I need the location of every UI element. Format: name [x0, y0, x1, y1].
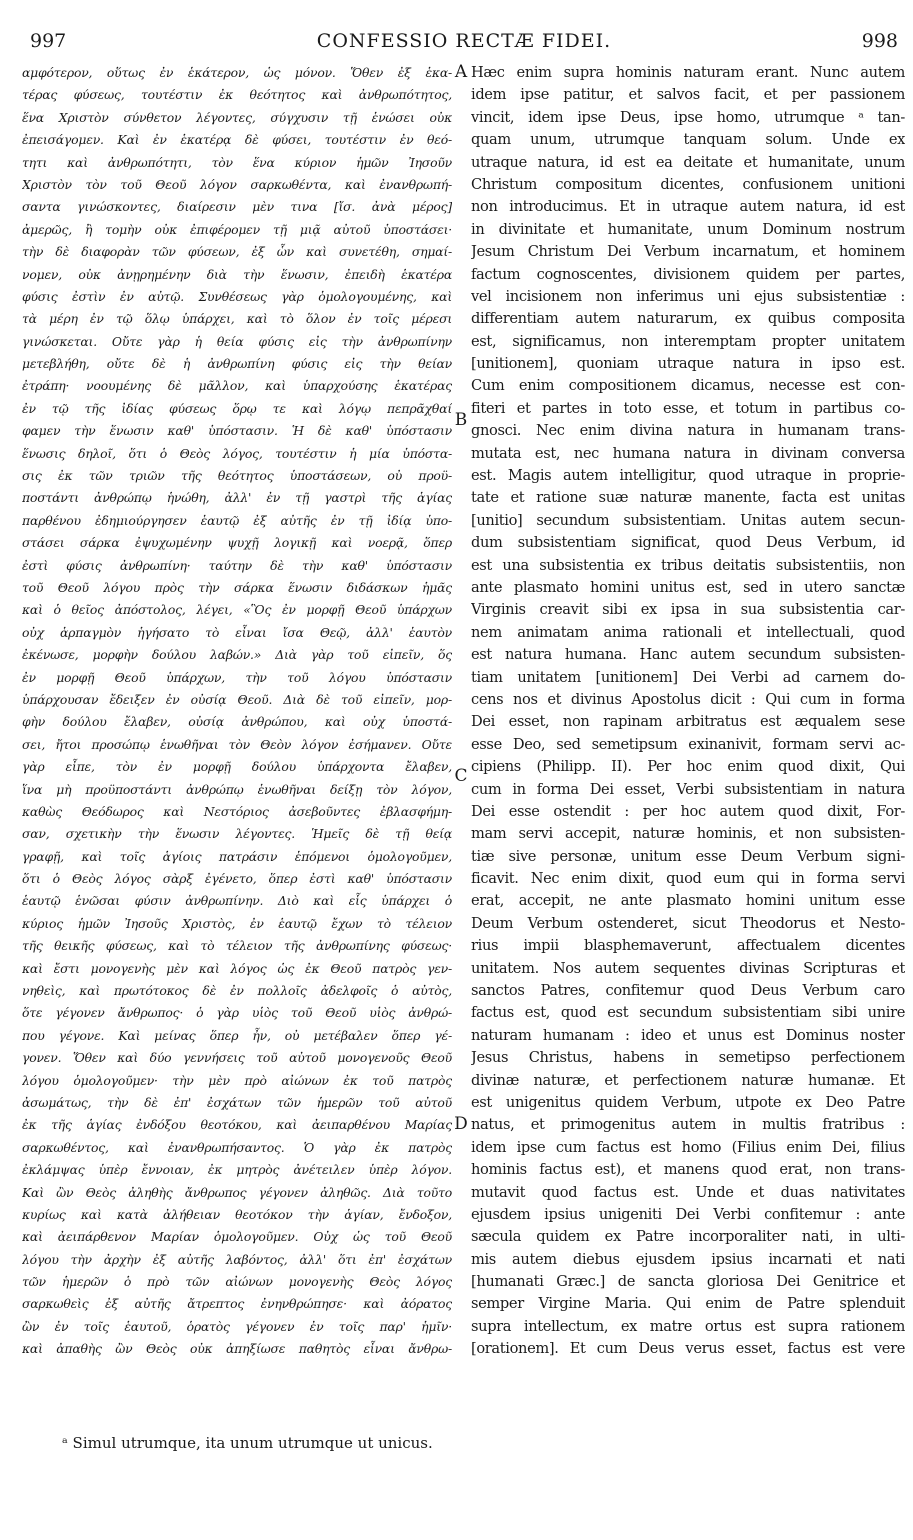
page-header [30, 30, 898, 56]
running-title: CONFESSIO RECTÆ FIDEI. [316, 30, 612, 52]
greek-text-line: ὑπάρχουσαν ἔδειξεν ἐν οὐσίᾳ Θεοῦ. Διὰ δὲ τοῦ εἰπεῖν, μορ- [22, 691, 452, 707]
greek-text-line: λόγου τὴν ἀρχὴν ἐξ αὐτῆς λαβόντος, ἀλλ' ὅτι ἐπ' ἐσχάτων [22, 1251, 452, 1267]
latin-text-line: tiam unitatem [unitionem] Dei Verbi ad carnem do- [471, 668, 905, 686]
latin-text-line: est natura humana. Hanc autem secundum subsisten- [471, 646, 905, 664]
latin-text-line: erat, accepit, ne ante plasmato homini unitum esse [471, 892, 905, 910]
greek-text-line: τὴν δὲ διαφορὰν τῶν φύσεων, ἐξ ὧν καὶ συνετέθη, σημαί- [22, 244, 452, 260]
latin-text-line: sæcula quidem ex Patre incorporaliter nati, in ulti- [471, 1228, 905, 1246]
latin-text-line: in divinitate et humanitate, unum Dominum nostrum [471, 220, 905, 238]
greek-text-line: γονεν. Ὅθεν καὶ δύο γεννήσεις τοῦ αὐτοῦ μονογενοῦς Θεοῦ [22, 1050, 452, 1066]
latin-text-line: semper Virgine Maria. Qui enim de Patre splenduit [471, 1295, 905, 1313]
latin-text-line: differentiam autem naturarum, ex quibus composita [471, 310, 905, 328]
latin-text-line: [humanati Græc.] de sancta gloriosa Dei Genitrice et [471, 1273, 905, 1291]
latin-text-line: ficavit. Nec enim dixit, quod eum qui in forma servi [471, 870, 905, 888]
greek-text-line: φὴν δούλου ἔλαβεν, οὐσίᾳ ἀνθρώπου, καὶ οὐχ ὑποστά- [22, 714, 452, 730]
greek-text-line: αμφότερον, οὕτως ἐν ἑκάτερον, ὡς μόνον. Ὅθεν ἐξ ἑκα- [22, 65, 452, 80]
latin-text-line: cum in forma Dei esset, Verbi subsistentiam in natura [471, 780, 905, 798]
greek-text-line: ἐν μορφῇ Θεοῦ ὑπάρχων, τὴν τοῦ λόγου ὑπόστασιν [22, 669, 452, 685]
greek-text-line: καὶ ἀπαθὴς ὢν Θεὸς οὐκ ἀπηξίωσε παθητὸς εἶναι ἄνθρω- [22, 1341, 452, 1357]
margin-markers [451, 62, 471, 1422]
latin-text-line: ante plasmato homini unitus est, sed in utero sanctæ [471, 578, 905, 596]
latin-text-line: hominis factus est), et manens quod erat, non trans- [471, 1161, 905, 1179]
margin-marker-d: D [454, 1114, 468, 1134]
greek-text-line: γινώσκεται. Οὔτε γὰρ ἡ θεία φύσις εἰς τὴν ἀνθρωπίνην [22, 333, 452, 349]
latin-text-line: divinæ naturæ, et perfectionem naturæ humanæ. Et [471, 1071, 905, 1089]
latin-text-line: naturam humanam : ideo et unus est Dominus noster [471, 1026, 905, 1044]
greek-text-line: φύσις ἐστὶν ἐν αὐτῷ. Συνθέσεως γὰρ ὁμολογουμένης, καὶ [22, 288, 452, 304]
latin-text-line: Dei esset, non rapinam arbitratus est æqualem sese [471, 713, 905, 731]
greek-text-line: ὢν ἐν τοῖς ἑαυτοῦ, ὁρατὸς γέγονεν ἐν τοῖς παρ' ἡμῖν· [22, 1318, 452, 1334]
greek-text-line: ἐκλάμψας ὑπὲρ ἔννοιαν, ἐκ μητρὸς ἀνέτειλεν ὑπὲρ λόγον. [22, 1162, 452, 1178]
latin-text-line: est unigenitus quidem Verbum, utpote ex Deo Patre [471, 1093, 905, 1111]
latin-text-line: unitatem. Nos autem sequentes divinas Scripturas et [471, 959, 905, 977]
latin-text-line: sanctos Patres, confitemur quod Deus Verbum caro [471, 982, 905, 1000]
margin-marker-a: A [454, 62, 468, 82]
greek-text-line: ἐκ τῆς ἁγίας ἐνδόξου θεοτόκου, καὶ ἀειπαρθένου Μαρίας [22, 1117, 452, 1133]
greek-text-line: μετεβλήθη, οὔτε δὲ ἡ ἀνθρωπίνη φύσις εἰς τὴν θείαν [22, 356, 452, 372]
greek-text-line: σις ἐκ τῶν τριῶν τῆς θεότητος ὑποστάσεων, οὐ προϋ- [22, 468, 452, 484]
latin-text-line: mam servi accepit, naturæ hominis, et non subsisten- [471, 825, 905, 843]
latin-text-line: Cum enim compositionem dicamus, necesse est con- [471, 377, 905, 395]
greek-text-line: γραφῇ, καὶ τοῖς ἁγίοις πατράσιν ἑπόμενοι ὁμολογοῦμεν, [22, 848, 452, 864]
latin-text-line: cipiens (Philipp. II). Per hoc enim quod dixit, Qui [471, 758, 905, 776]
latin-text-line: Deum Verbum ostenderet, sicut Theodorus et Nesto- [471, 914, 905, 932]
greek-text-line: ἐπεισάγομεν. Καὶ ἐν ἑκατέρᾳ δὲ φύσει, τουτέστιν ἐν θεό- [22, 132, 452, 148]
greek-text-line: ἐν τῷ τῆς ἰδίας φύσεως ὅρῳ τε καὶ λόγῳ πεπρᾶχθαί [22, 400, 452, 416]
greek-text-line: τητι καὶ ἀνθρωπότητι, τὸν ἕνα κύριον ἡμῶν Ἰησοῦν [22, 154, 452, 170]
greek-text-line: φαμεν τὴν ἕνωσιν καθ' ὑπόστασιν. Ἡ δὲ καθ' ὑπόστασιν [22, 423, 452, 439]
footnote: ᵃ Simul utrumque, ita unum utrumque ut unicus. [62, 1434, 433, 1452]
page-number-right: 998 [861, 30, 898, 52]
latin-text-line: utraque natura, id est ea deitate et humanitate, unum [471, 153, 905, 171]
greek-text-line: ἀμερῶς, ἢ τομὴν οὐκ ἐπιφέρομεν τῇ μιᾷ αὐτοῦ ὑποστάσει· [22, 221, 452, 237]
latin-text-line: mutata est, nec humana natura in divinam conversa [471, 444, 905, 462]
latin-text-line: gnosci. Nec enim divina natura in humanam trans- [471, 422, 905, 440]
latin-text-line: [orationem]. Et cum Deus verus esset, factus est vere [471, 1340, 905, 1358]
latin-text-line: vincit, idem ipse Deus, ipse homo, utrumque ᵃ tan- [471, 108, 905, 126]
greek-text-line: σαρκωθέντος, καὶ ἐνανθρωπήσαντος. Ὁ γὰρ ἐκ πατρὸς [22, 1139, 452, 1155]
latin-text-line: vel incisionem non inferimus uni ejus subsistentiæ : [471, 287, 905, 305]
latin-text-line: [unitionem], quoniam utraque natura in ipso est. [471, 355, 905, 373]
latin-text-line: est, significamus, non interemptam propter unitatem [471, 332, 905, 350]
latin-text-line: rius impii blasphemaverunt, affectualem dicentes [471, 937, 905, 955]
latin-text-line: factum cognoscentes, divisionem quidem per partes, [471, 265, 905, 283]
greek-text-line: ἕνα Χριστὸν σύνθετον λέγοντες, σύγχυσιν τῇ ἑνώσει οὐκ [22, 109, 452, 125]
greek-text-line: οὐχ ἁρπαγμὸν ἡγήσατο τὸ εἶναι ἴσα Θεῷ, ἀλλ' ἑαυτὸν [22, 624, 452, 640]
greek-text-column [22, 62, 452, 1361]
latin-text-line: Dei esse ostendit : per hoc autem quod dixit, For- [471, 802, 905, 820]
latin-text-line: idem ipse cum factus est homo (Filius enim Dei, filius [471, 1138, 905, 1156]
greek-text-line: ὅτε γέγονεν ἄνθρωπος· ὁ γὰρ υἱὸς τοῦ Θεοῦ υἱὸς ἀνθρώ- [22, 1005, 452, 1021]
greek-text-line: νομεν, οὐκ ἀνῃρημένην διὰ τὴν ἕνωσιν, ἐπειδὴ ἑκατέρα [22, 266, 452, 282]
greek-text-line: τῶν ἡμερῶν ὁ πρὸ τῶν αἰώνων μονογενὴς Θεὸς λόγος [22, 1274, 452, 1290]
greek-text-line: ἐστὶ φύσις ἀνθρωπίνη· ταύτην δὲ τὴν καθ' ὑπόστασιν [22, 557, 452, 573]
greek-text-line: κυρίως καὶ κατὰ ἀλήθειαν θεοτόκον τὴν ἁγίαν, ἔνδοξον, [22, 1206, 452, 1222]
greek-text-line: καὶ ὁ θεῖος ἀπόστολος, λέγει, «Ὃς ἐν μορφῇ Θεοῦ ὑπάρχων [22, 602, 452, 618]
latin-text-line: [unitio] secundum subsistentiam. Unitas autem secun- [471, 511, 905, 529]
latin-text-line: natus, et primogenitus autem in multis fratribus : [471, 1116, 905, 1134]
greek-text-line: ἀσωμάτως, τὴν δὲ ἐπ' ἐσχάτων τῶν ἡμερῶν τοῦ αὐτοῦ [22, 1094, 452, 1110]
greek-text-line: καθὼς Θεόδωρος καὶ Νεστόριος ἀσεβοῦντες ἐβλασφήμη- [22, 803, 452, 819]
latin-text-line: non introducimus. Et in utraque autem natura, id est [471, 198, 905, 216]
margin-marker-b: B [454, 410, 468, 430]
greek-text-line: λόγου ὁμολογοῦμεν· τὴν μὲν πρὸ αἰώνων ἐκ τοῦ πατρὸς [22, 1072, 452, 1088]
latin-text-line: factus est, quod est secundum subsistentiam sibi unire [471, 1004, 905, 1022]
greek-text-line: ἕνωσις δηλοῖ, ὅτι ὁ Θεὸς λόγος, τουτέστιν ἡ μία ὑπόστα- [22, 445, 452, 461]
greek-text-line: Χριστὸν τὸν τοῦ Θεοῦ λόγον σαρκωθέντα, καὶ ἐνανθρωπή- [22, 176, 452, 192]
greek-text-line: γὰρ εἶπε, τὸν ἐν μορφῇ δούλου ὑπάρχοντα ἔλαβεν, [22, 759, 452, 775]
latin-text-line: cens nos et divinus Apostolus dicit : Qui cum in forma [471, 690, 905, 708]
greek-text-line: σει, ἤτοι προσώπῳ ἑνωθῆναι τὸν Θεὸν λόγον ἐσήμανεν. Οὔτε [22, 736, 452, 752]
greek-text-line: ἑαυτῷ ἑνῶσαι φύσιν ἀνθρωπίνην. Διὸ καὶ εἷς ὑπάρχει ὁ [22, 893, 452, 909]
latin-text-line: supra intellectum, ex matre ortus est supra rationem [471, 1317, 905, 1335]
latin-text-column [471, 62, 905, 1361]
greek-text-line: στάσει σάρκα ἐψυχωμένην ψυχῇ λογικῇ καὶ νοερᾷ, ὅπερ [22, 535, 452, 551]
greek-text-line: σαν, σχετικὴν τὴν ἕνωσιν λέγοντες. Ἡμεῖς δὲ τῇ θείᾳ [22, 826, 452, 842]
greek-text-line: που γέγονε. Καὶ μείνας ὅπερ ἦν, οὐ μετέβαλεν ὅπερ γέ- [22, 1027, 452, 1043]
margin-marker-c: C [454, 766, 468, 786]
page-number-left: 997 [30, 30, 67, 52]
greek-text-line: Καὶ ὢν Θεὸς ἀληθὴς ἄνθρωπος γέγονεν ἀληθῶς. Διὰ τοῦτο [22, 1184, 452, 1200]
latin-text-line: Virginis creavit sibi ex ipsa in sua subsistentia car- [471, 601, 905, 619]
greek-text-line: νηθεὶς, καὶ πρωτότοκος δὲ ἐν πολλοῖς ἀδελφοῖς ὁ αὐτὸς, [22, 983, 452, 999]
greek-text-line: παρθένου ἐδημιούργησεν ἑαυτῷ ἐξ αὐτῆς ἐν τῇ ἰδίᾳ ὑπο- [22, 512, 452, 528]
latin-text-line: Christum compositum dicentes, confusionem unitioni [471, 175, 905, 193]
latin-text-line: Jesus Christus, habens in semetipso perfectionem [471, 1049, 905, 1067]
greek-text-line: τέρας φύσεως, τουτέστιν ἐκ θεότητος καὶ ἀνθρωπότητος, [22, 87, 452, 103]
greek-text-line: τοῦ Θεοῦ λόγου πρὸς τὴν σάρκα ἕνωσιν διδάσκων ἡμᾶς [22, 579, 452, 595]
latin-text-line: tate et ratione suæ naturæ manente, facta est unitas [471, 489, 905, 507]
greek-text-line: κύριος ἡμῶν Ἰησοῦς Χριστὸς, ἐν ἑαυτῷ ἔχων τὸ τέλειον [22, 915, 452, 931]
latin-text-line: dum subsistentiam significat, quod Deus Verbum, id [471, 534, 905, 552]
latin-text-line: fiteri et partes in toto esse, et totum in partibus co- [471, 399, 905, 417]
latin-text-line: esse Deo, sed semetipsum exinanivit, formam servi ac- [471, 735, 905, 753]
greek-text-line: καὶ ἀειπάρθενον Μαρίαν ὁμολογοῦμεν. Οὐχ ὡς τοῦ Θεοῦ [22, 1229, 452, 1245]
greek-text-line: ἵνα μὴ προϋποστάντι ἀνθρώπῳ ἑνωθῆναι δείξῃ τὸν λόγον, [22, 781, 452, 797]
greek-text-line: ποστάντι ἀνθρώπῳ ἡνώθη, ἀλλ' ἐν τῇ γαστρὶ τῆς ἁγίας [22, 490, 452, 506]
latin-text-line: ejusdem ipsius unigeniti Dei Verbi confitemur : ante [471, 1205, 905, 1223]
latin-text-line: tiæ sive personæ, unitum esse Deum Verbum signi- [471, 847, 905, 865]
greek-text-line: καὶ ἔστι μονογενὴς μὲν καὶ λόγος ὡς ἐκ Θεοῦ πατρὸς γεν- [22, 960, 452, 976]
latin-text-line: est. Magis autem intelligitur, quod utraque in proprie- [471, 467, 905, 485]
greek-text-line: σαντα γινώσκοντες, διαίρεσιν μὲν τινα [ἴσ. ἀνὰ μέρος] [22, 199, 452, 215]
latin-text-line: mutavit quod factus est. Unde et duas nativitates [471, 1183, 905, 1201]
greek-text-line: ὅτι ὁ Θεὸς λόγος σὰρξ ἐγένετο, ὅπερ ἐστὶ καθ' ὑπόστασιν [22, 871, 452, 887]
latin-text-line: quam unum, utrumque tanquam solum. Unde ex [471, 131, 905, 149]
latin-text-line: Hæc enim supra hominis naturam erant. Nunc autem [471, 64, 905, 81]
latin-text-line: idem ipse patitur, et salvos facit, et per passionem [471, 86, 905, 104]
latin-text-line: Jesum Christum Dei Verbum incarnatum, et hominem [471, 243, 905, 261]
latin-text-line: est una subsistentia ex tribus deitatis subsistentiis, non [471, 556, 905, 574]
greek-text-line: ἐκένωσε, μορφὴν δούλου λαβών.» Διὰ γὰρ τοῦ εἰπεῖν, ὅς [22, 647, 452, 663]
greek-text-line: τὰ μέρη ἐν τῷ ὅλῳ ὑπάρχει, καὶ τὸ ὅλον ἐν τοῖς μέρεσι [22, 311, 452, 327]
latin-text-line: mis autem diebus ejusdem ipsius incarnati et nati [471, 1250, 905, 1268]
greek-text-line: τῆς θεικῆς φύσεως, καὶ τὸ τέλειον τῆς ἀνθρωπίνης φύσεως· [22, 938, 452, 954]
latin-text-line: nem animatam anima rationali et intellectuali, quod [471, 623, 905, 641]
greek-text-line: ἐτράπη· νοουμένης δὲ μᾶλλον, καὶ ὑπαρχούσης ἑκατέρας [22, 378, 452, 394]
greek-text-line: σαρκωθεὶς ἐξ αὐτῆς ἄτρεπτος ἐνηνθρώπησε· καὶ ἀόρατος [22, 1296, 452, 1312]
